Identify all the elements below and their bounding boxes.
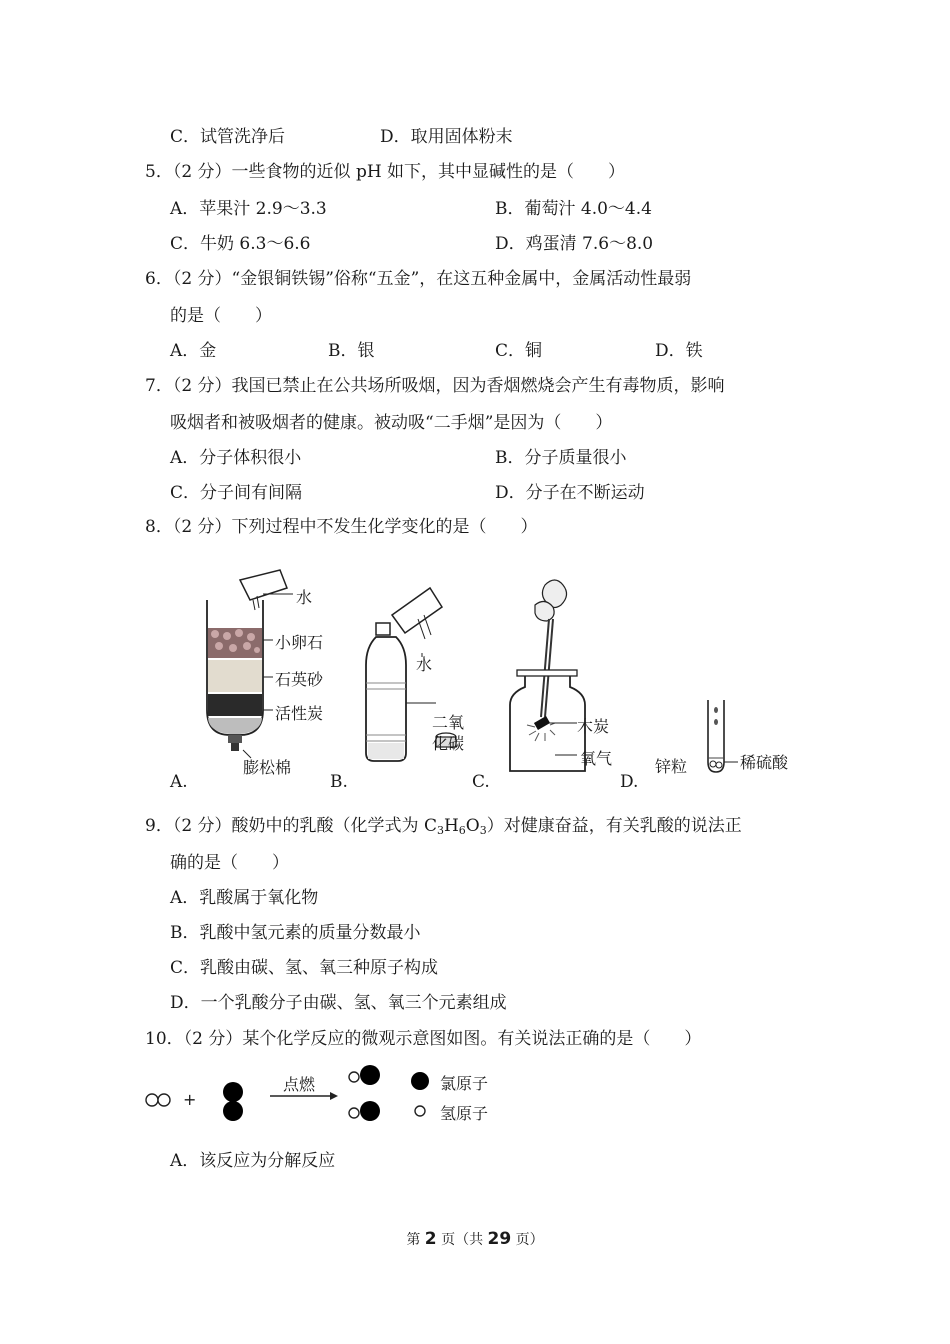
legend-hydrogen-label: 氢原子 bbox=[440, 1104, 489, 1123]
q7-stem-line1: 7．（2 分）我国已禁止在公共场所吸烟，因为香烟燃烧会产生有毒物质，影响 bbox=[145, 376, 725, 396]
q9-option-a: A．乳酸属于氧化物 bbox=[170, 888, 319, 908]
fig-a-cotton-label: 膨松棉 bbox=[243, 758, 292, 777]
q7-option-a: A．分子体积很小 bbox=[170, 448, 302, 468]
fig-b-co2-label-2: 化碳 bbox=[432, 734, 465, 753]
q5-option-b: B．葡萄汁 4.0～4.4 bbox=[495, 199, 652, 219]
q5-stem: 5．（2 分）一些食物的近似 pH 如下，其中显碱性的是（ ） bbox=[145, 162, 626, 182]
q9-stem-line1: 9．（2 分）酸奶中的乳酸（化学式为 $C_3H_6O_3$）对健康奋益，有关乳酸的说法正 bbox=[145, 816, 742, 837]
plus-sign: + bbox=[183, 1090, 197, 1109]
reaction-diagram bbox=[140, 1060, 560, 1130]
q4-option-d: D．取用固体粉末 bbox=[380, 127, 513, 147]
fig-a-carbon-label: 活性炭 bbox=[275, 704, 324, 723]
fig-a-sand-label: 石英砂 bbox=[275, 670, 324, 689]
q10-option-a: A．该反应为分解反应 bbox=[170, 1151, 336, 1171]
fig-d-letter: D. bbox=[620, 772, 639, 792]
q6-option-c: C．铜 bbox=[495, 341, 543, 361]
q8-stem: 8．（2 分）下列过程中不发生化学变化的是（ ） bbox=[145, 517, 538, 537]
q9-option-d: D．一个乳酸分子由碳、氢、氧三个元素组成 bbox=[170, 993, 507, 1013]
q9-option-b: B．乳酸中氢元素的质量分数最小 bbox=[170, 923, 421, 943]
fig-a-pebble-label: 小卵石 bbox=[275, 633, 324, 652]
fig-c-charcoal-label: 木炭 bbox=[577, 717, 610, 736]
q6-option-d: D．铁 bbox=[655, 341, 703, 361]
q6-stem-line1: 6．（2 分）“金银铜铁锡”俗称“五金”，在这五种金属中，金属活动性最弱 bbox=[145, 269, 692, 289]
charcoal-piece bbox=[534, 716, 550, 730]
q6-option-b: B．银 bbox=[328, 341, 375, 361]
q7-option-b: B．分子质量很小 bbox=[495, 448, 627, 468]
charcoal-oxygen-figure bbox=[505, 575, 595, 775]
q9-option-c: C．乳酸由碳、氢、氧三种原子构成 bbox=[170, 958, 439, 978]
reaction-condition: 点燃 bbox=[283, 1075, 316, 1094]
q7-option-c: C．分子间有间隔 bbox=[170, 483, 303, 503]
fig-d-zinc-label: 锌粒 bbox=[655, 757, 688, 776]
fig-b-water-label: 水 bbox=[416, 655, 433, 674]
q9-stem-line2: 确的是（ ） bbox=[170, 853, 289, 873]
q7-stem-line2: 吸烟者和被吸烟者的健康。被动吸“二手烟”是因为（ ） bbox=[170, 413, 613, 433]
page-number: 2 bbox=[424, 1229, 437, 1249]
q5-option-d: D．鸡蛋清 7.6～8.0 bbox=[495, 234, 654, 254]
fig-c-oxygen-label: 氧气 bbox=[580, 749, 613, 768]
fig-b-co2-label-1: 二氧 bbox=[432, 713, 465, 732]
fig-c-letter: C. bbox=[472, 772, 490, 792]
hcl-molecule-icon bbox=[349, 1065, 380, 1085]
legend-chlorine-label: 氯原子 bbox=[440, 1074, 489, 1093]
hcl-molecule-icon bbox=[349, 1101, 380, 1121]
q6-stem-line2: 的是（ ） bbox=[170, 306, 272, 326]
q5-option-c: C．牛奶 6.3～6.6 bbox=[170, 234, 311, 254]
q6-option-a: A．金 bbox=[170, 341, 217, 361]
hydrogen-molecule-icon bbox=[146, 1094, 170, 1106]
q7-option-d: D．分子在不断运动 bbox=[495, 483, 645, 503]
pouring-beaker-icon bbox=[392, 588, 442, 639]
q10-stem: 10．（2 分）某个化学反应的微观示意图如图。有关说法正确的是（ ） bbox=[145, 1029, 702, 1049]
q4-option-c: C．试管洗净后 bbox=[170, 127, 286, 147]
fig-d-acid-label: 稀硫酸 bbox=[740, 753, 789, 772]
tongs-hand-icon bbox=[535, 580, 567, 717]
chlorine-molecule-icon bbox=[223, 1082, 243, 1121]
hydrogen-atom-legend-icon bbox=[415, 1106, 425, 1116]
q5-option-a: A．苹果汁 2.9～3.3 bbox=[170, 199, 327, 219]
fig-b-letter: B. bbox=[330, 772, 348, 792]
chlorine-atom-legend-icon bbox=[411, 1072, 429, 1090]
page-footer: 第 2 页（共 29 页） bbox=[406, 1229, 544, 1249]
fig-a-letter: A. bbox=[170, 772, 188, 792]
carbon-layer bbox=[208, 694, 262, 716]
test-tube-figure bbox=[700, 692, 740, 777]
sand-layer bbox=[208, 660, 262, 692]
page-total: 29 bbox=[487, 1229, 512, 1249]
fig-a-water-label: 水 bbox=[296, 588, 313, 607]
